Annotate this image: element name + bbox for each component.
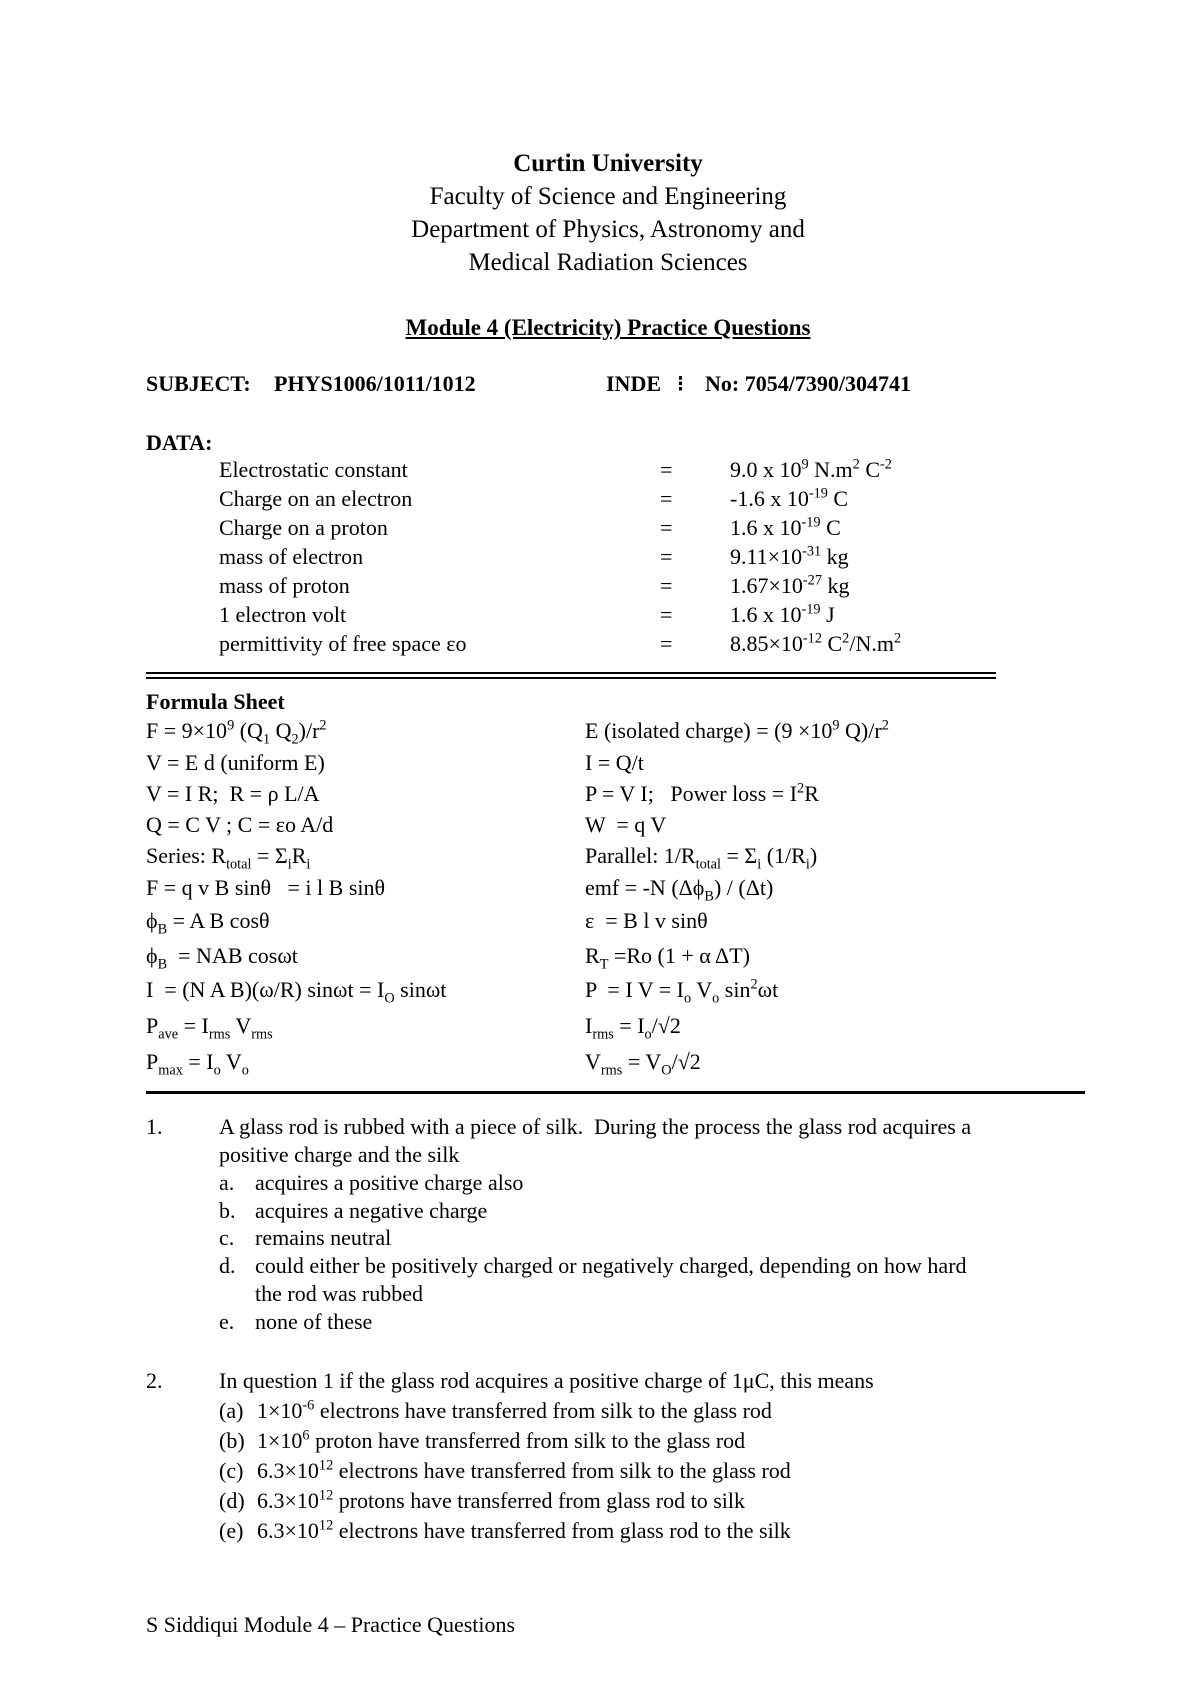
formula-sheet-title: Formula Sheet	[146, 689, 285, 714]
option-label: b.	[219, 1198, 236, 1223]
option-label: (a)	[219, 1398, 244, 1423]
option-text: none of these	[255, 1309, 373, 1334]
data-row-name: Electrostatic constant	[219, 457, 408, 482]
option-text: $6.3\times 10^{12}$ electrons have transferred from silk to the glass rod	[257, 1457, 791, 1483]
data-row-value: 1.6 x $10^{-19}$ C	[730, 514, 841, 540]
data-row-equals: =	[660, 457, 673, 482]
data-row-equals: =	[660, 515, 673, 540]
data-row-name: Charge on an electron	[219, 486, 413, 511]
index-label: INDE	[606, 371, 662, 396]
option-label: a.	[219, 1170, 235, 1195]
formula-right: emf = -N $(\Delta\phi_B) / (\Delta t)$	[585, 875, 774, 905]
department-line-2: Medical Radiation Sciences	[468, 249, 748, 276]
data-row-name: mass of proton	[219, 573, 350, 598]
formula-right: P = I $V = I_o$ $V_o$ $\sin^2\omega t$	[585, 976, 779, 1007]
formula-left: $\phi_B = A$ B cosθ	[146, 908, 270, 938]
option-label: (d)	[219, 1488, 245, 1513]
question-number: 1.	[146, 1114, 163, 1139]
question-stem: A glass rod is rubbed with a piece of silk. During the process the glass rod acquires a	[219, 1114, 972, 1139]
data-row-value: $8.85\times 10^{-12}$ $C^2/N.m^2$	[730, 630, 902, 656]
option-text: $1\times 10^{-6}$ electrons have transferred from silk to the glass rod	[257, 1397, 772, 1423]
option-label: e.	[219, 1309, 235, 1334]
option-text: $1\times 10^6$ proton have transferred from silk to the glass rod	[257, 1427, 746, 1453]
data-title: DATA:	[146, 430, 213, 455]
question-stem-continued: positive charge and the silk	[219, 1142, 460, 1167]
data-row-value: -1.6 x $10^{-19}$ C	[730, 485, 849, 511]
formula-left: V = I R; R = ρ L/A	[146, 781, 320, 806]
formula-left: Q = C V ; C = εo A/d	[146, 812, 334, 837]
option-text: $6.3\times 10^{12}$ electrons have transferred from glass rod to the silk	[257, 1517, 791, 1543]
module-title: Module 4 (Electricity) Practice Questions	[405, 315, 811, 340]
option-label: (b)	[219, 1428, 245, 1453]
formula-right: $R_T =Ro$ (1 + α ΔT)	[585, 943, 750, 973]
data-row-value: 9.0 x $10^9$ $N.m^2$ $C^{-2}$	[730, 456, 892, 482]
option-label: (c)	[219, 1458, 244, 1483]
option-text: could either be positively charged or negatively charged, depending on how hard	[255, 1253, 967, 1278]
option-text: acquires a negative charge	[255, 1198, 488, 1223]
formula-left: $F = 9\times 10^9$ ($Q_1$ $Q_2)/r^2$	[146, 717, 327, 748]
data-row-name: 1 electron volt	[219, 602, 347, 627]
subject-label: SUBJECT:	[146, 371, 251, 396]
formula-right: $V_{rms} = V_O/√2$	[585, 1049, 701, 1079]
index-number: No: 7054/7390/304741	[705, 371, 911, 396]
option-label: (e)	[219, 1518, 244, 1543]
data-row-value: $1.67\times 10^{-27}$ kg	[730, 572, 850, 598]
formula-right: I = Q/t	[585, 750, 644, 775]
question-number: 2.	[146, 1368, 163, 1393]
formula-right: E (isolated charge) = ($9 \times 10^9$ $Q)/r^2$	[585, 717, 889, 743]
formula-right: P = V I; Power loss = $I^2R$	[585, 780, 819, 806]
formula-right: W = q V	[585, 812, 667, 837]
formula-left: $P_{max} = I_o$ $V_o$	[146, 1049, 249, 1079]
index-glyph: ⁝	[677, 371, 684, 396]
department-line-1: Department of Physics, Astronomy and	[411, 216, 805, 243]
option-text: acquires a positive charge also	[255, 1170, 524, 1195]
formula-left: Series: $R_{total} = \Sigma_iR_i$	[146, 843, 311, 873]
section-divider	[146, 1091, 1085, 1094]
data-row-value: $9.11\times 10^{-31}$ kg	[730, 543, 849, 569]
option-label: c.	[219, 1225, 235, 1250]
double-rule-top	[146, 672, 996, 674]
data-row-equals: =	[660, 544, 673, 569]
double-rule-bottom	[146, 677, 996, 679]
formula-right: $I_{rms} = I_o/√2$	[585, 1013, 681, 1043]
question-stem: In question 1 if the glass rod acquires a positive charge of 1μC, this means	[219, 1368, 874, 1393]
formula-left: I = (N A B)(ω/R) $\sin\omega t = I_O$ sinωt	[146, 977, 447, 1007]
subject-code: PHYS1006/1011/1012	[274, 371, 476, 396]
footer-text: S Siddiqui Module 4 – Practice Questions	[146, 1612, 516, 1637]
data-row-equals: =	[660, 631, 673, 656]
option-label: d.	[219, 1253, 236, 1278]
option-text: the rod was rubbed	[255, 1281, 424, 1306]
data-row-name: Charge on a proton	[219, 515, 388, 540]
formula-left: $P_{ave} = I_{rms}$ $V_{rms}$	[146, 1013, 273, 1043]
formula-right: Parallel: $1/R_{total} = \Sigma_i$ $(1/R_i)$	[585, 843, 818, 873]
formula-left: V = E d (uniform E)	[146, 750, 325, 775]
formula-right: ε = B l v sinθ	[585, 908, 708, 933]
option-text: remains neutral	[255, 1225, 392, 1250]
data-row-value: 1.6 x $10^{-19}$ J	[730, 601, 835, 627]
faculty-name: Faculty of Science and Engineering	[429, 183, 787, 210]
data-row-name: mass of electron	[219, 544, 364, 569]
option-text: $6.3\times 10^{12}$ protons have transferred from glass rod to silk	[257, 1487, 746, 1513]
data-row-name: permittivity of free space εo	[219, 631, 467, 656]
formula-left: F = q v B sinθ = i l B sinθ	[146, 875, 386, 900]
data-row-equals: =	[660, 486, 673, 511]
data-row-equals: =	[660, 602, 673, 627]
formula-left: $\phi_B$ = NAB cosωt	[146, 943, 298, 973]
data-row-equals: =	[660, 573, 673, 598]
university-name: Curtin University	[513, 150, 703, 177]
